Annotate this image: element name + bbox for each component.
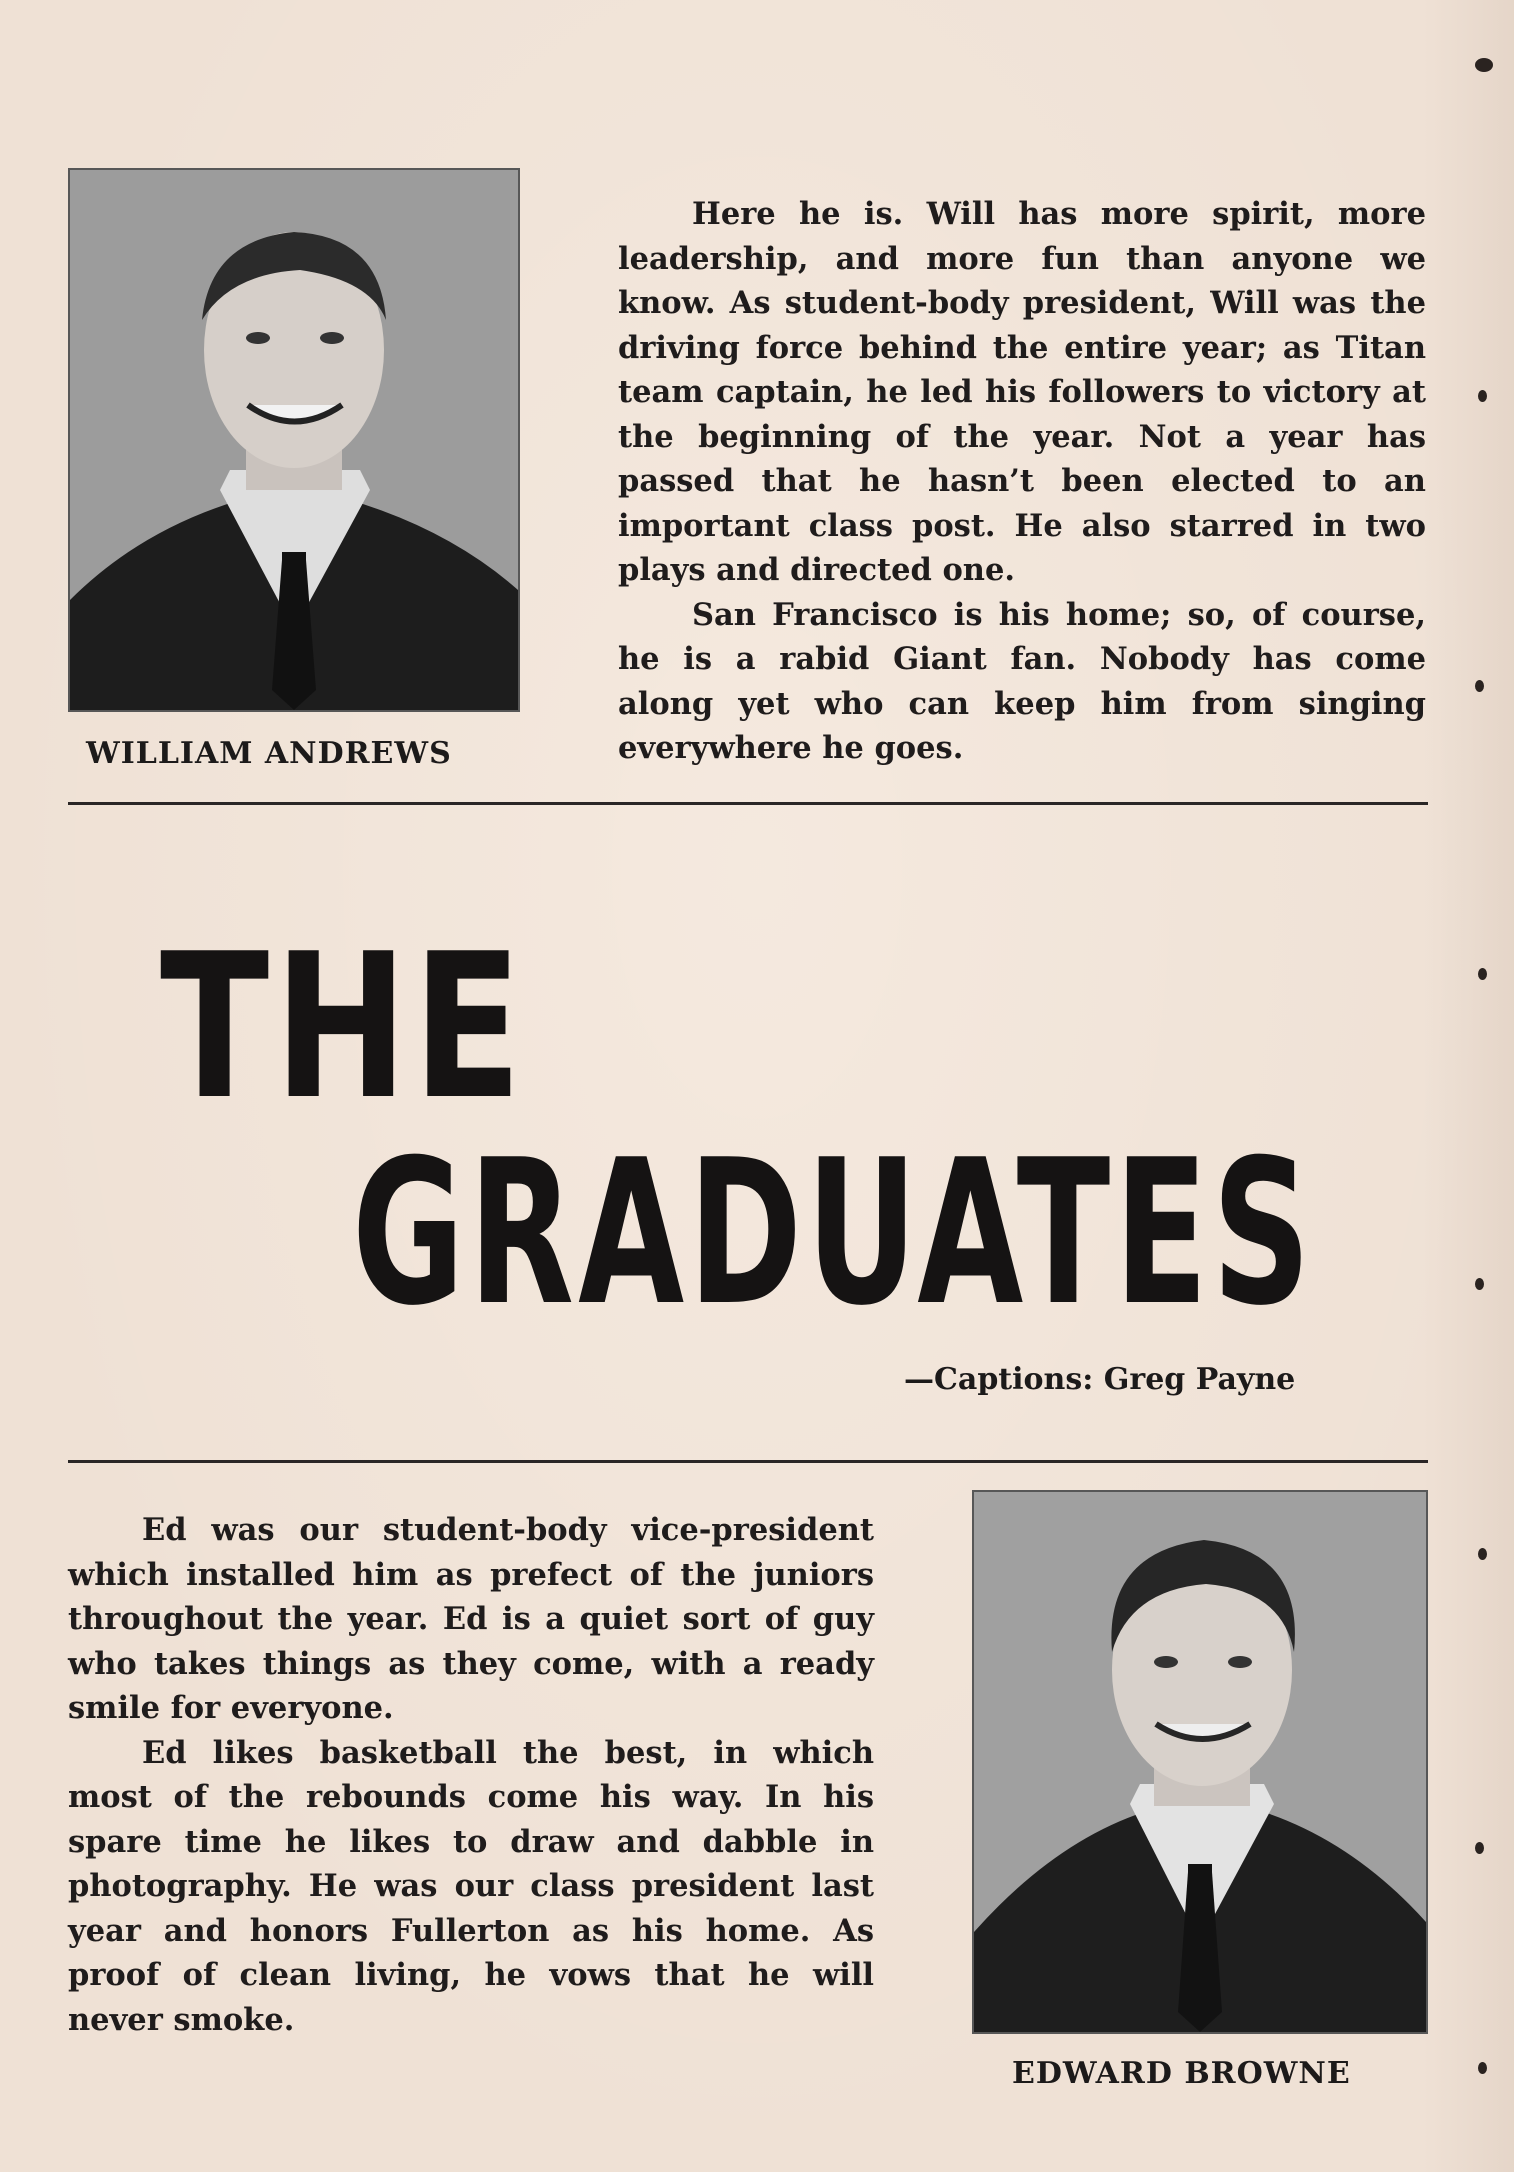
- name-william-andrews: WILLIAM ANDREWS: [86, 736, 452, 771]
- bio-paragraph: San Francisco is his home; so, of course, he is a rabid Giant fan. Nobody has come along yet who can keep him from singing everywhere he goes.: [618, 596, 1426, 766]
- bio-paragraph: Ed likes basketball the best, in which most of the rebounds come his way. In his spare time he likes to draw and dabble in photography. He was our class president last year and honors Fullerton as his home. As proof of clean living, he vows that he will never smoke.: [68, 1734, 874, 2038]
- divider-rule: [68, 1460, 1428, 1463]
- bio-william-andrews: [618, 192, 1426, 771]
- heading-the: THE: [160, 911, 527, 1144]
- bio-paragraph: Here he is. Will has more spirit, more leadership, and more fun than anyone we know. As student-body president, Will was the driving force behind the entire year; as Titan team captain, he led his followers to victory at the beginning of the year. Not a year has passed that he hasn’t been elected to an important class post. He also starred in two plays and directed one.: [618, 196, 1426, 588]
- heading-graduates: GRADUATES: [352, 1117, 1315, 1350]
- binding-hole: [1478, 390, 1487, 402]
- portrait-photo-edward-browne: [972, 1490, 1428, 2034]
- caption-credit: —Captions: Greg Payne: [904, 1362, 1296, 1397]
- binding-hole: [1475, 680, 1484, 692]
- binding-hole: [1478, 1548, 1487, 1560]
- name-edward-browne: EDWARD BROWNE: [1012, 2056, 1351, 2091]
- binding-hole: [1475, 1842, 1484, 1854]
- bio-edward-browne: [68, 1508, 874, 2042]
- binding-hole: [1475, 58, 1493, 72]
- binding-hole: [1478, 2062, 1487, 2074]
- binding-hole: [1475, 1278, 1484, 1290]
- binding-hole: [1478, 968, 1487, 980]
- divider-rule: [68, 802, 1428, 805]
- bio-paragraph: Ed was our student-body vice-president which installed him as prefect of the juniors throughout the year. Ed is a quiet sort of guy who takes things as they come, with a ready smile for everyone.: [68, 1512, 874, 1726]
- portrait-photo-william-andrews: [68, 168, 520, 712]
